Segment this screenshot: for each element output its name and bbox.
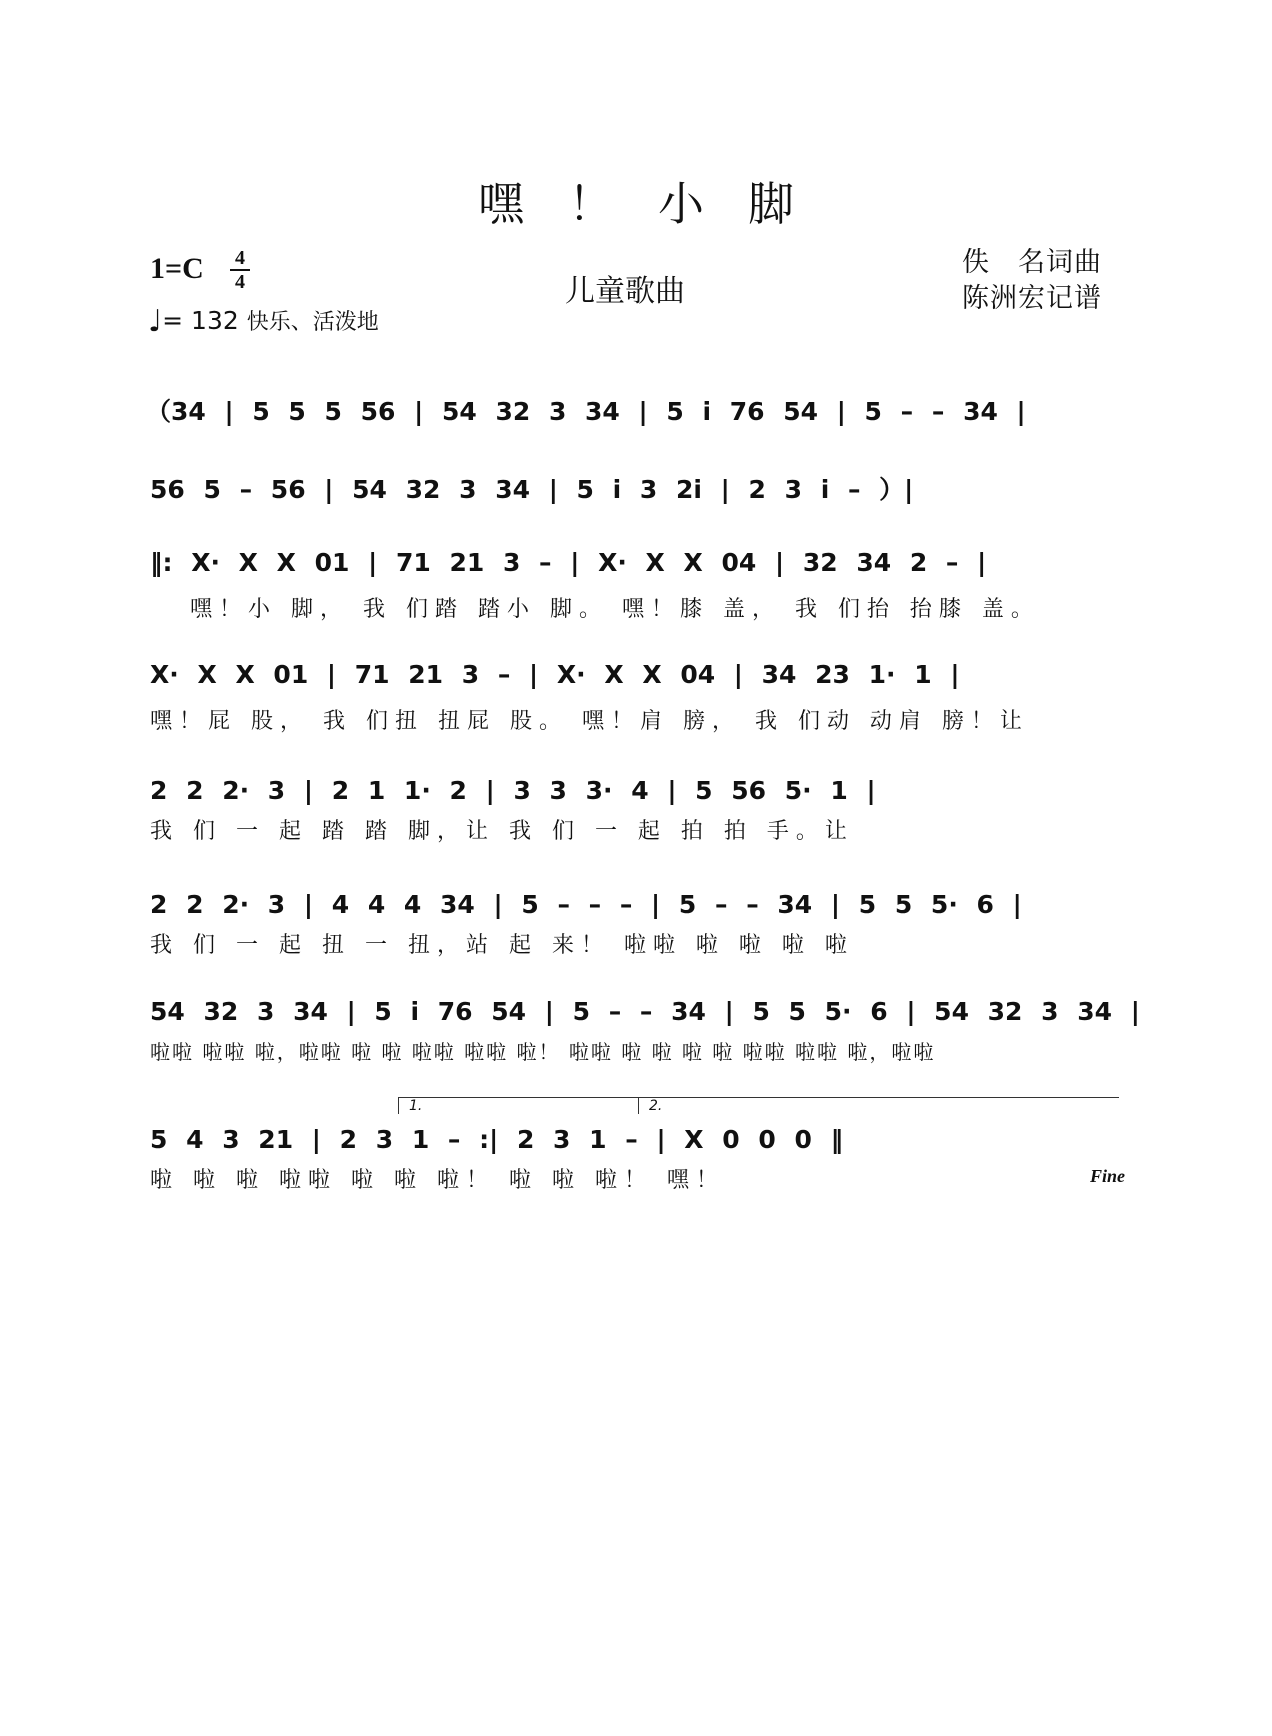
key-signature: 1=C bbox=[150, 252, 204, 285]
title-char: 嘿 bbox=[478, 177, 524, 231]
title-char: ！ bbox=[568, 177, 614, 231]
fine-marking: Fine bbox=[1090, 1166, 1126, 1186]
notation-line-4: X· X X 01 | 71 21 3 – | X· X X 04 | 34 23 1· 1 | bbox=[150, 660, 960, 689]
lyrics-line-8: 啦 啦 啦 啦啦 啦 啦 啦！ 啦 啦 啦！ 嘿！ bbox=[150, 1168, 725, 1193]
quarter-note-icon: ♩ bbox=[148, 304, 163, 339]
page-title bbox=[0, 168, 1272, 234]
time-signature-top: 4 bbox=[235, 247, 245, 269]
notation-line-7: 54 32 3 34 | 5 i 76 54 | 5 – – 34 | 5 5 5· 6 | 54 32 3 34 | bbox=[150, 997, 1140, 1026]
tempo-marking bbox=[148, 304, 379, 339]
time-signature-bottom: 4 bbox=[235, 271, 245, 293]
notation-line-2: 56 5 – 56 | 54 32 3 34 | 5 i 3 2i | 2 3 i – ）| bbox=[150, 475, 914, 504]
lyrics-line-5: 我 们 一 起 踏 踏 脚，让 我 们 一 起 拍 拍 手。让 bbox=[150, 819, 854, 844]
lyrics-line-6: 我 们 一 起 扭 一 扭，站 起 来！ 啦啦 啦 啦 啦 啦 bbox=[150, 933, 854, 958]
lyrics-line-4: 嘿！屁 股， 我 们扭 扭屁 股。 嘿！肩 膀， 我 们动 动肩 膀！让 bbox=[150, 709, 1029, 734]
genre-label: 儿童歌曲 bbox=[565, 274, 685, 309]
notation-line-1: （34 | 5 5 5 56 | 54 32 3 34 | 5 i 76 54 | 5 – – 34 | bbox=[146, 397, 1026, 426]
title-char: 脚 bbox=[748, 177, 794, 231]
notation-line-3: ‖: X· X X 01 | 71 21 3 – | X· X X 04 | 32 34 2 – | bbox=[150, 548, 987, 577]
notation-line-5: 2 2 2· 3 | 2 1 1· 2 | 3 3 3· 4 | 5 56 5· 1 | bbox=[150, 776, 876, 805]
tempo-mood: 快乐、活泼地 bbox=[246, 310, 379, 335]
lyrics-line-3: 嘿！小 脚， 我 们踏 踏小 脚。 嘿！膝 盖， 我 们抬 抬膝 盖。 bbox=[190, 597, 1040, 622]
time-signature bbox=[230, 248, 250, 292]
lyrics-line-7: 啦啦 啦啦 啦，啦啦 啦 啦 啦啦 啦啦 啦！ 啦啦 啦 啦 啦 啦 啦啦 啦啦 啦，啦啦 bbox=[150, 1040, 936, 1064]
tempo-bpm: = 132 bbox=[162, 306, 239, 335]
credit-composer: 佚 名词曲 bbox=[962, 247, 1102, 278]
notation-line-8: 5 4 3 21 | 2 3 1 – :| 2 3 1 – | X 0 0 0 ‖ bbox=[150, 1125, 844, 1154]
credit-transcriber: 陈洲宏记谱 bbox=[962, 283, 1102, 314]
title-char: 小 bbox=[658, 177, 704, 231]
first-ending-bracket: 1. bbox=[398, 1097, 641, 1114]
notation-line-6: 2 2 2· 3 | 4 4 4 34 | 5 – – – | 5 – – 34 | 5 5 5· 6 | bbox=[150, 890, 1022, 919]
second-ending-bracket: 2. bbox=[638, 1097, 1119, 1114]
